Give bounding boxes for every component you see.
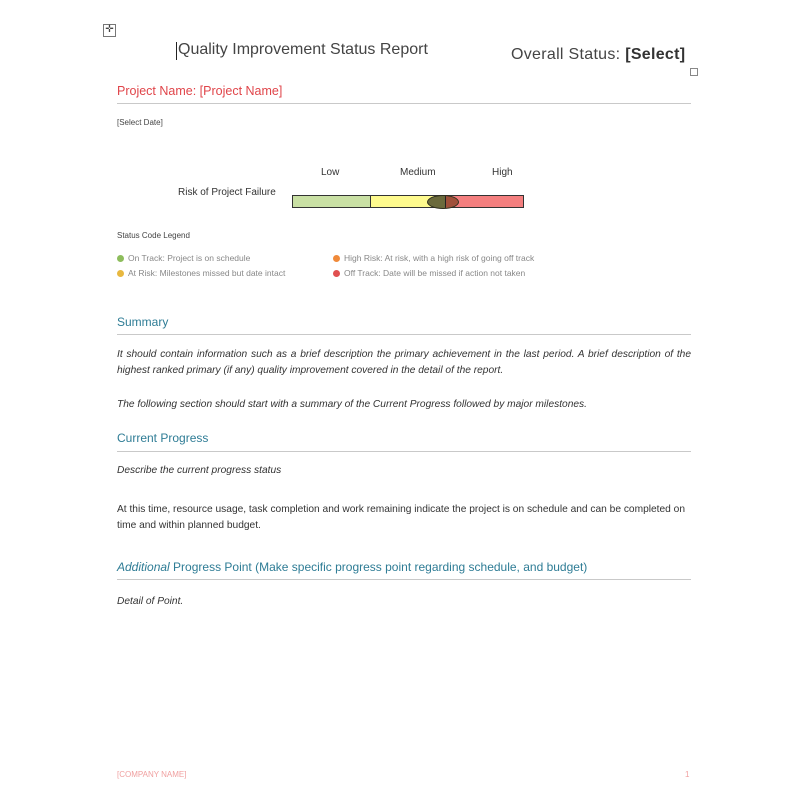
divider — [117, 451, 691, 452]
current-progress-prompt[interactable]: Describe the current progress status — [117, 465, 282, 476]
additional-progress-heading: Additional Progress Point (Make specific progress point regarding schedule, and budget) — [117, 560, 588, 574]
legend-item-on-track: On Track: Project is on schedule — [117, 253, 250, 263]
legend-item-at-risk: At Risk: Milestones missed but date intact — [117, 268, 285, 278]
status-dot-icon — [117, 255, 124, 262]
risk-bar — [292, 195, 524, 208]
divider — [117, 579, 691, 580]
risk-level-high: High — [492, 167, 513, 178]
risk-segment-low — [293, 196, 371, 207]
table-move-handle[interactable]: ✛ — [103, 24, 116, 37]
overall-status[interactable] — [511, 46, 685, 64]
status-dot-icon — [333, 270, 340, 277]
overall-status-select[interactable]: [Select] — [625, 46, 686, 63]
page-number: 1 — [685, 770, 690, 779]
text-cursor — [176, 42, 177, 60]
status-dot-icon — [333, 255, 340, 262]
point-detail[interactable]: Detail of Point. — [117, 596, 184, 607]
risk-level-medium: Medium — [400, 167, 436, 178]
current-progress-heading: Current Progress — [117, 431, 209, 445]
select-date[interactable]: [Select Date] — [117, 118, 163, 127]
legend-item-high-risk: High Risk: At risk, with a high risk of going off track — [333, 253, 534, 263]
status-dot-icon — [117, 270, 124, 277]
overall-status-label: Overall Status: — [511, 46, 621, 63]
risk-level-low: Low — [321, 167, 340, 178]
summary-heading: Summary — [117, 315, 169, 329]
table-resize-handle[interactable] — [690, 68, 698, 76]
legend-title: Status Code Legend — [117, 231, 190, 240]
current-progress-body[interactable]: At this time, resource usage, task completion and work remaining indicate the project is on schedule and can be completed on time and within planned budget. — [117, 504, 685, 531]
divider — [117, 334, 691, 335]
footer-company-name[interactable]: [COMPANY NAME] — [117, 770, 187, 779]
divider — [117, 103, 691, 104]
report-title[interactable]: Quality Improvement Status Report — [178, 41, 428, 58]
risk-label: Risk of Project Failure — [178, 187, 276, 198]
legend-item-off-track: Off Track: Date will be missed if action not taken — [333, 268, 525, 278]
project-name[interactable]: Project Name: [Project Name] — [117, 84, 283, 98]
summary-paragraph[interactable]: It should contain information such as a brief description the primary achievement in the last period. A brief description of the highest ranked primary (if any) quality improvement covered in the detail of the report. — [117, 349, 691, 376]
summary-followup[interactable]: The following section should start with a summary of the Current Progress followed by major milestones. — [117, 399, 587, 410]
risk-marker[interactable] — [427, 195, 459, 209]
